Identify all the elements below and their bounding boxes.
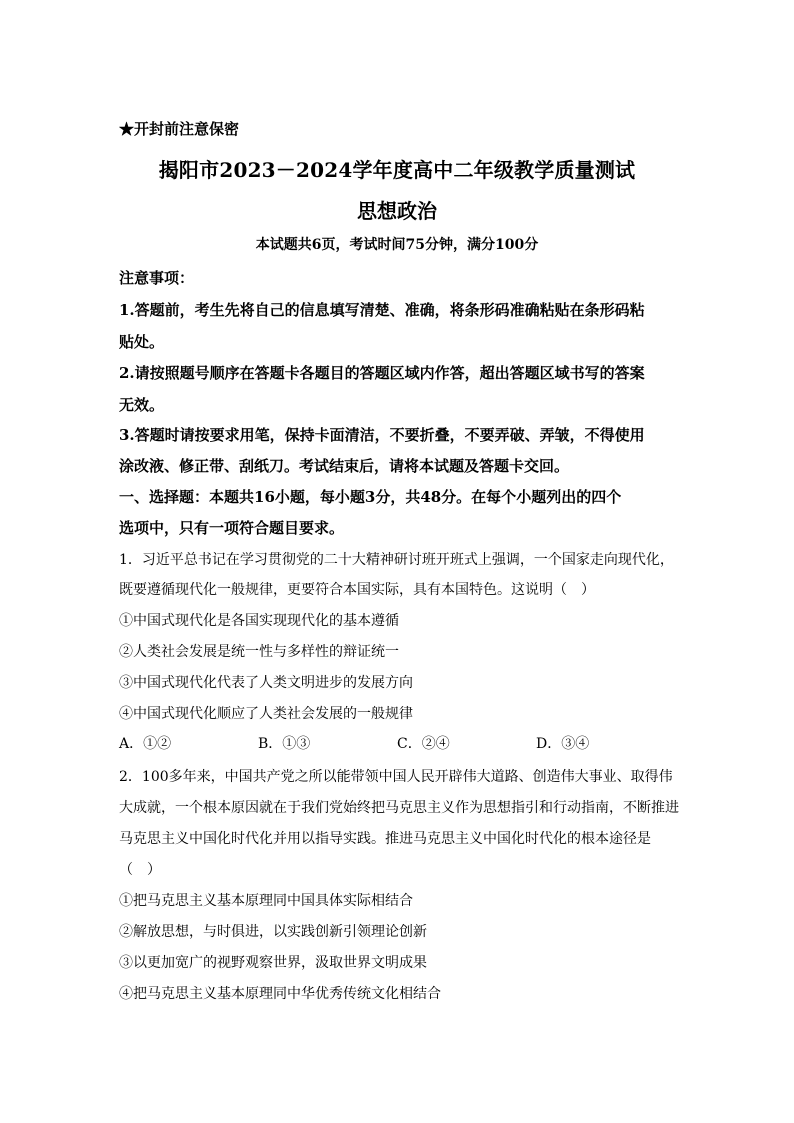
- question-statement: ②解放思想，与时俱进，以实践创新引领理论创新: [119, 924, 427, 940]
- notes-heading: 注意事项：: [119, 269, 195, 287]
- question-stem: 2．100多年来，中国共产党之所以能带领中国人民开辟伟大道路、创造伟大事业、取得伟: [119, 769, 673, 785]
- note-line: 涂改液、修正带、刮纸刀。考试结束后，请将本试题及答题卡交回。: [119, 457, 570, 475]
- exam-title: 揭阳市2023－2024学年度高中二年级教学质量测试: [158, 158, 636, 182]
- question-stem: （ ）: [119, 862, 161, 878]
- question-statement: ③中国式现代化代表了人类文明进步的发展方向: [119, 675, 413, 691]
- option-a: A．①②: [119, 736, 172, 752]
- note-line: 1.答题前，考生先将自己的信息填写清楚、准确，将条形码准确粘贴在条形码粘: [119, 301, 645, 319]
- section-heading: 选项中，只有一项符合题目要求。: [119, 519, 345, 537]
- question-statement: ①中国式现代化是各国实现现代化的基本遵循: [119, 613, 399, 629]
- note-line: 3.答题时请按要求用笔，保持卡面清洁，不要折叠，不要弄破、弄皱，不得使用: [119, 426, 645, 444]
- option-d: D．③④: [536, 736, 590, 752]
- note-line: 贴处。: [119, 333, 165, 351]
- option-c: C．②④: [397, 736, 450, 752]
- question-statement: ②人类社会发展是统一性与多样性的辩证统一: [119, 644, 399, 660]
- question-statement: ①把马克思主义基本原理同中国具体实际相结合: [119, 893, 413, 909]
- subject-title: 思想政治: [357, 199, 437, 223]
- question-stem: 1．习近平总书记在学习贯彻党的二十大精神研讨班开班式上强调，一个国家走向现代化，: [119, 552, 674, 568]
- option-b: B．①③: [258, 736, 311, 752]
- confidential-notice: ★开封前注意保密: [119, 120, 240, 138]
- question-statement: ④把马克思主义基本原理同中华优秀传统文化相结合: [119, 986, 441, 1002]
- question-stem: 大成就，一个根本原因就在于我们党始终把马克思主义作为思想指引和行动指南，不断推进: [119, 800, 679, 816]
- note-line: 2.请按照题号顺序在答题卡各题目的答题区域内作答，超出答题区域书写的答案: [119, 364, 645, 382]
- note-line: 无效。: [119, 396, 165, 414]
- question-stem: 马克思主义中国化时代化并用以指导实践。推进马克思主义中国化时代化的根本途径是: [119, 831, 651, 847]
- section-heading: 一、选择题：本题共16小题，每小题3分，共48分。在每个小题列出的四个: [119, 488, 622, 506]
- question-statement: ③以更加宽广的视野观察世界，汲取世界文明成果: [119, 955, 427, 971]
- question-statement: ④中国式现代化顺应了人类社会发展的一般规律: [119, 706, 413, 722]
- question-stem: 既要遵循现代化一般规律，更要符合本国实际，具有本国特色。这说明（ ）: [119, 582, 595, 598]
- exam-info: 本试题共6页，考试时间75分钟，满分100分: [255, 237, 539, 253]
